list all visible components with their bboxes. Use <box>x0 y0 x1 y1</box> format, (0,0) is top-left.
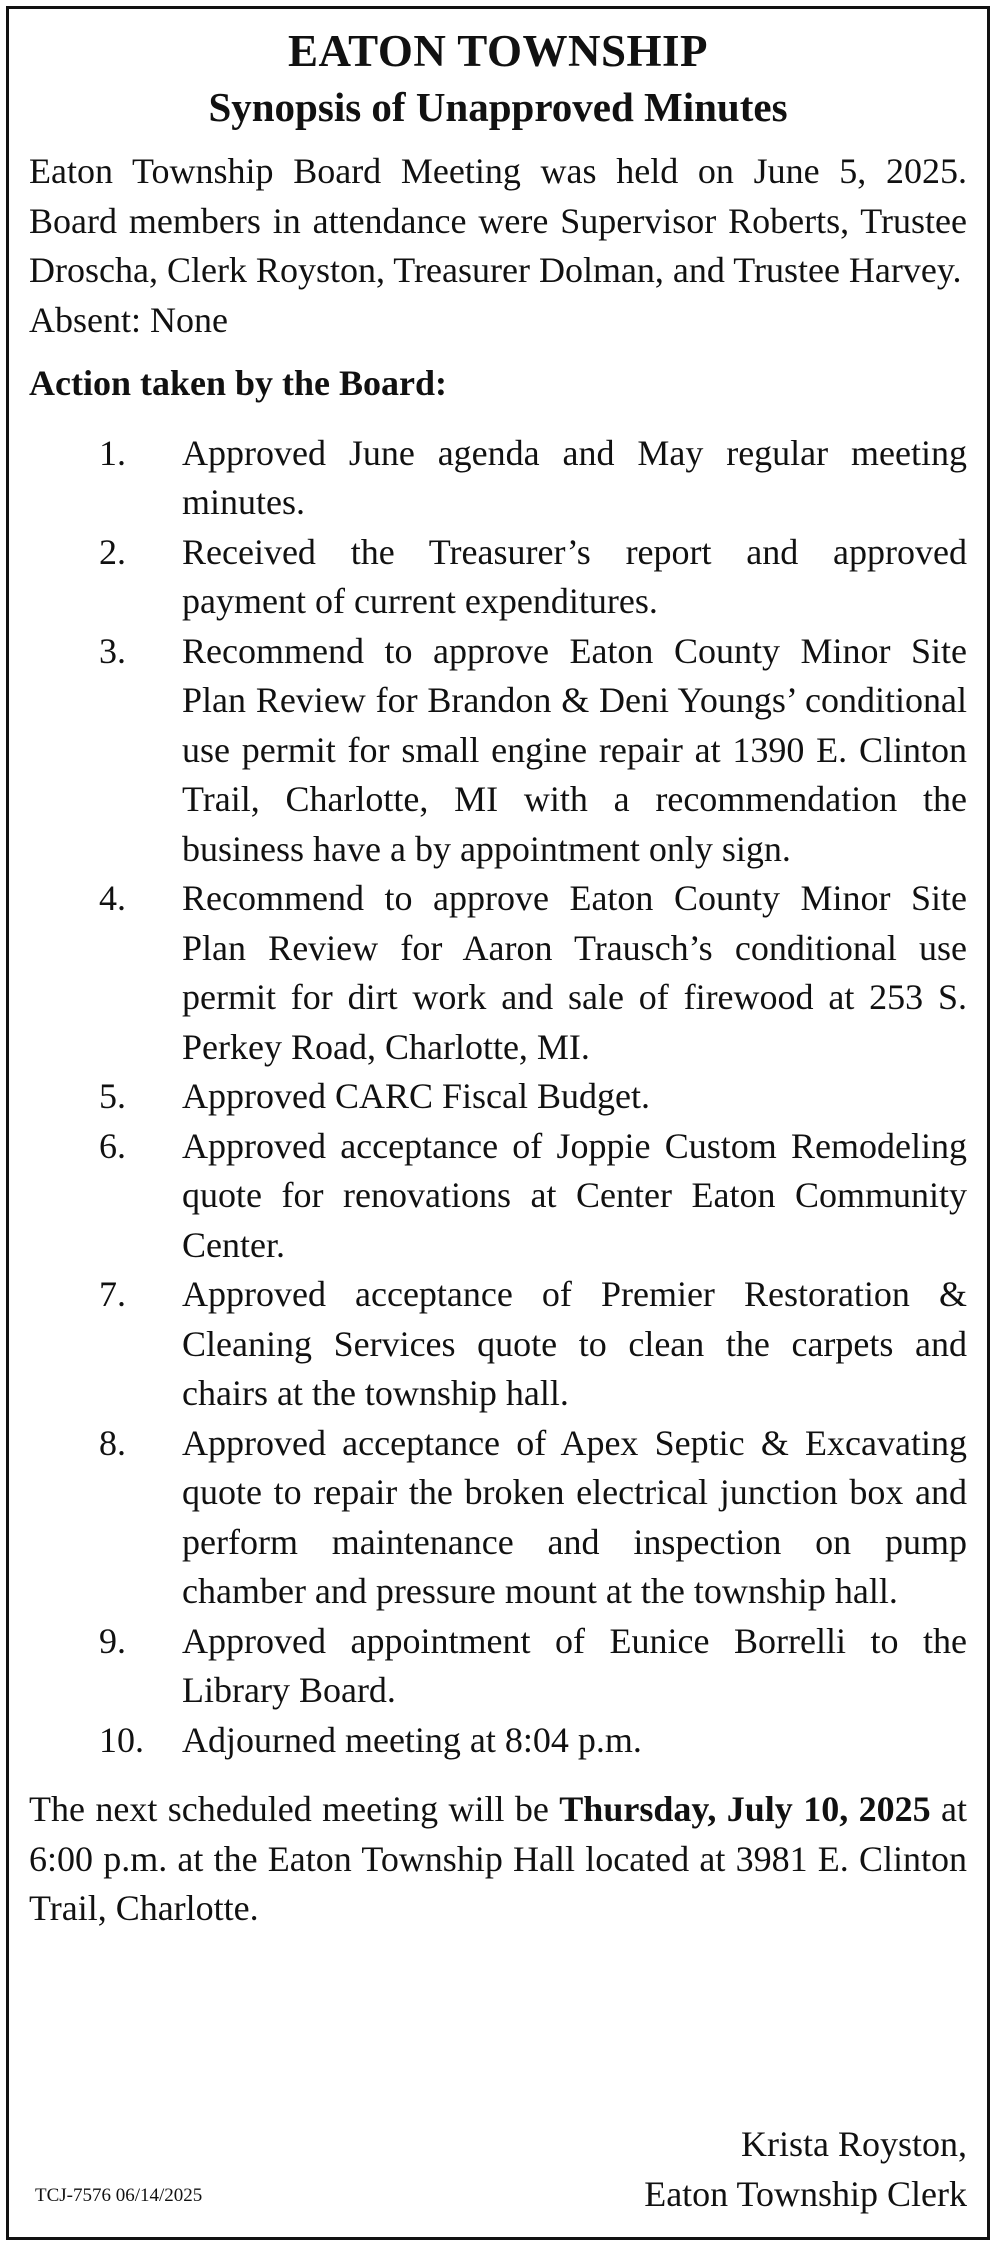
list-item <box>29 1617 967 1716</box>
notice-body <box>29 23 967 1934</box>
item-number: 3. <box>99 630 126 671</box>
notice-frame <box>6 6 990 2240</box>
list-item <box>29 1122 967 1271</box>
item-text: Recommend to approve Eaton County Minor Site Plan Review for Aaron Trausch’s conditional use permit for dirt work and sale of firewood at 253 S. Perkey Road, Charlotte, MI. <box>182 878 967 1067</box>
next-meeting-details: at 6:00 p.m. at the Eaton Township Hall located at 3981 E. Clinton Trail, Charlotte. <box>29 1789 967 1928</box>
item-number: 8. <box>99 1422 126 1463</box>
next-meeting-date: Thursday, July 10, 2025 <box>559 1789 931 1829</box>
item-text: Approved June agenda and May regular meeting minutes. <box>182 432 967 522</box>
signature-name: Krista Royston, <box>740 2124 967 2164</box>
item-number: 2. <box>99 531 126 572</box>
item-text: Approved acceptance of Premier Restoration & Cleaning Services quote to clean the carpets and chairs at the township hall. <box>182 1274 967 1413</box>
page-title: EATON TOWNSHIP <box>287 26 709 76</box>
list-item <box>29 627 967 875</box>
item-number: 4. <box>99 878 126 918</box>
signature-block <box>644 2119 967 2219</box>
list-item <box>29 528 967 627</box>
item-number: 10. <box>99 1719 144 1760</box>
signature-title: Eaton Township Clerk <box>644 2174 967 2214</box>
intro-paragraph: Eaton Township Board Meeting was held on June 5, 2025. Board members in attendance were Supervisor Roberts, Trustee Droscha, Clerk Royston, Treasurer Dolman, and Trustee Harvey. <box>29 151 967 290</box>
next-meeting-paragraph <box>29 1785 967 1934</box>
item-text: Received the Treasurer’s report and approved payment of current expenditures. <box>182 531 967 621</box>
item-text: Approved acceptance of Apex Septic & Excavating quote to repair the broken electrical junction box and perform maintenance and inspection on pump chamber and pressure mount at the township hall. <box>182 1422 967 1611</box>
item-number: 7. <box>99 1274 126 1314</box>
list-item <box>29 874 967 1072</box>
item-text: Approved appointment of Eunice Borrelli to the Library Board. <box>182 1620 967 1710</box>
item-text: Approved CARC Fiscal Budget. <box>182 1076 650 1116</box>
item-number: 1. <box>99 432 126 473</box>
notice-footer <box>29 2109 967 2219</box>
item-number: 6. <box>99 1125 126 1166</box>
list-item <box>29 429 967 528</box>
action-heading: Action taken by the Board: <box>29 363 448 403</box>
action-list <box>29 429 967 1766</box>
reference-code: TCJ-7576 06/14/2025 <box>35 2185 203 2206</box>
list-item <box>29 1716 967 1766</box>
item-text: Approved acceptance of Joppie Custom Remodeling quote for renovations at Center Eaton Community Center. <box>182 1125 967 1265</box>
list-item <box>29 1270 967 1419</box>
list-item <box>29 1419 967 1617</box>
next-meeting-lead: The next scheduled meeting will be <box>29 1789 560 1829</box>
list-item <box>29 1072 967 1122</box>
item-text: Recommend to approve Eaton County Minor Site Plan Review for Brandon & Deni Youngs’ conditional use permit for small engine repair at 1390 E. Clinton Trail, Charlotte, MI with a recommendation the business have a by appointment only sign. <box>182 630 967 869</box>
item-text: Adjourned meeting at 8:04 p.m. <box>182 1719 642 1760</box>
absent-line: Absent: None <box>29 299 228 340</box>
item-number: 9. <box>99 1620 126 1661</box>
page-subtitle: Synopsis of Unapproved Minutes <box>208 84 788 130</box>
item-number: 5. <box>99 1076 126 1116</box>
